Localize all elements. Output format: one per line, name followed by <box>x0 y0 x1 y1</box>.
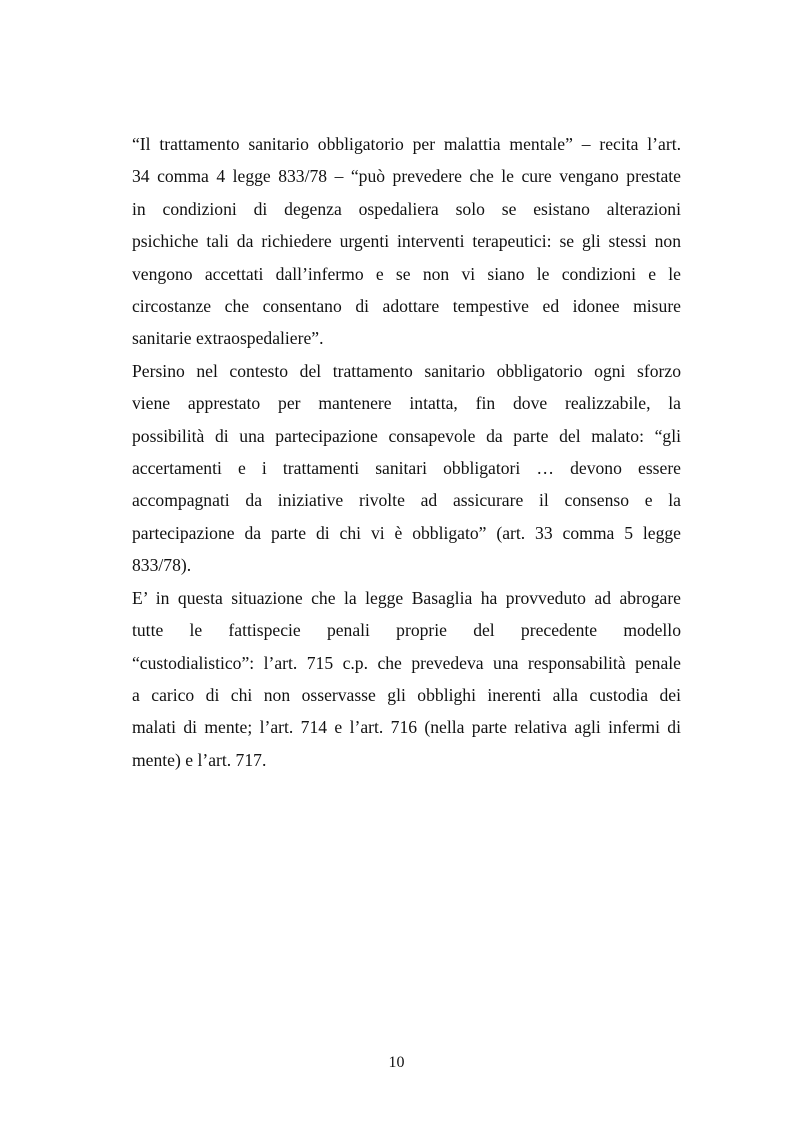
text-line: “Il trattamento sanitario obbligatorio per malattia mentale” – recita l’art. <box>132 134 681 154</box>
text-line: tutte le fattispecie penali proprie del precedente modello <box>132 620 681 641</box>
text-line: Persino nel contesto del trattamento sanitario obbligatorio ogni sforzo <box>132 360 681 381</box>
paragraph-2 <box>132 355 681 582</box>
text-line: accertamenti e i trattamenti sanitari obbligatori … devono essere <box>132 458 681 479</box>
text-line: accompagnati da iniziative rivolte ad assicurare il consenso e la <box>132 490 681 511</box>
text-line: 833/78). <box>132 555 192 576</box>
text-line: E’ in questa situazione che la legge Basaglia ha provveduto ad abrogare <box>132 587 681 608</box>
text-line: viene apprestato per mantenere intatta, fin dove realizzabile, la <box>132 393 681 414</box>
text-line: circostanze che consentano di adottare tempestive ed idonee misure <box>132 296 681 317</box>
text-line: mente) e l’art. 717. <box>132 749 267 770</box>
text-line: vengono accettati dall’infermo e se non vi siano le condizioni e le <box>132 263 681 284</box>
text-line: “custodialistico”: l’art. 715 c.p. che prevedeva una responsabilità penale <box>132 652 681 673</box>
paragraph-1 <box>132 128 681 355</box>
text-line: malati di mente; l’art. 714 e l’art. 716 (nella parte relativa agli infermi di <box>132 717 681 738</box>
text-line: partecipazione da parte di chi vi è obbligato” (art. 33 comma 5 legge <box>132 522 681 543</box>
text-line: 34 comma 4 legge 833/78 – “può prevedere che le cure vengano prestate <box>132 166 681 187</box>
paragraph-3 <box>132 582 681 776</box>
text-line: sanitarie extraospedaliere”. <box>132 328 324 349</box>
text-line: in condizioni di degenza ospedaliera solo se esistano alterazioni <box>132 198 681 219</box>
text-line: a carico di chi non osservasse gli obblighi inerenti alla custodia dei <box>132 684 681 705</box>
page-number: 10 <box>388 1054 405 1071</box>
body-text <box>132 128 681 776</box>
text-line: possibilità di una partecipazione consapevole da parte del malato: “gli <box>132 425 681 446</box>
text-line: psichiche tali da richiedere urgenti interventi terapeutici: se gli stessi non <box>132 231 681 252</box>
